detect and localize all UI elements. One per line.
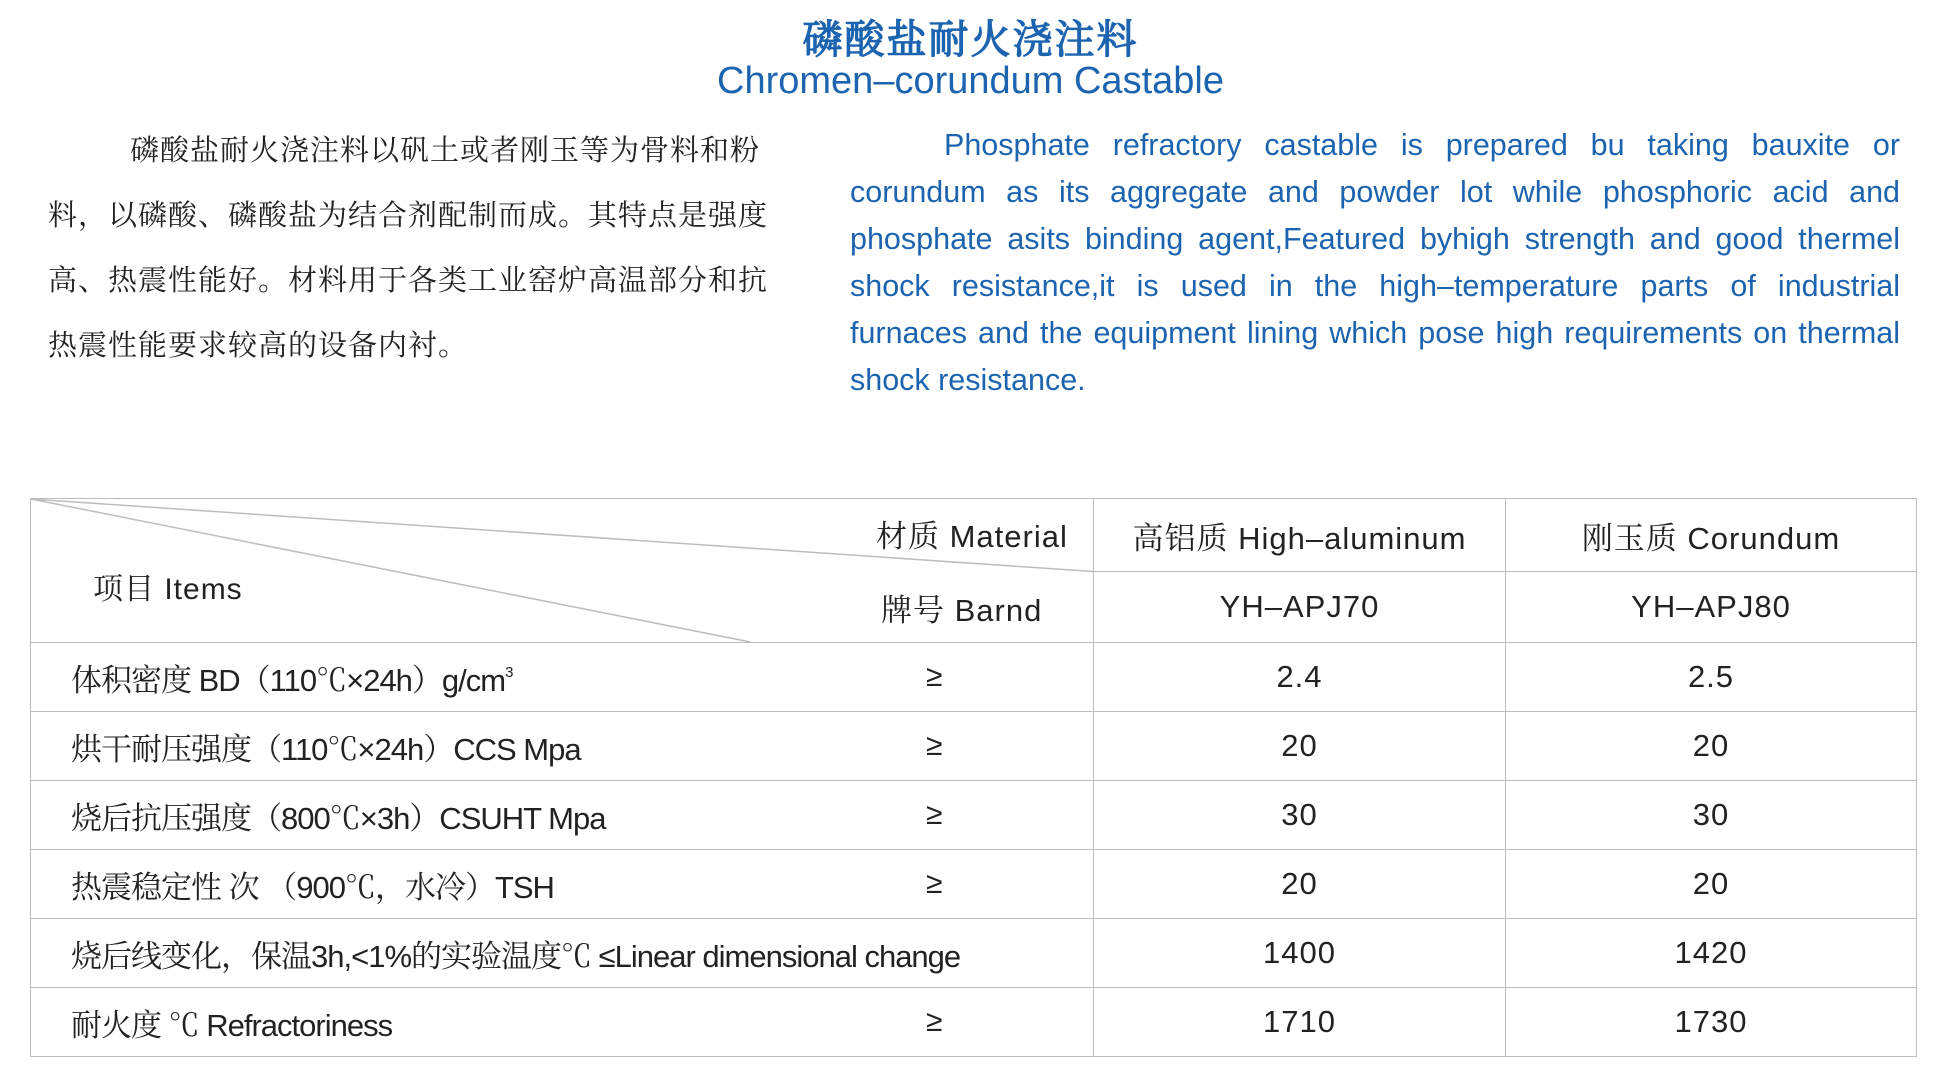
comparison-symbol: ≥ xyxy=(926,660,942,693)
comparison-symbol: ≥ xyxy=(926,798,942,831)
table-row xyxy=(31,643,1917,712)
value-high-aluminum: 20 xyxy=(1094,850,1506,919)
comparison-symbol: ≥ xyxy=(926,1005,942,1038)
value-high-aluminum: 1710 xyxy=(1094,988,1506,1057)
header-material-corundum: 刚玉质 Corundum xyxy=(1506,499,1917,572)
comparison-symbol: ≥ xyxy=(926,729,942,762)
header-brand-apj80: YH–APJ80 xyxy=(1506,572,1917,643)
row-label-cell xyxy=(31,850,1094,919)
value-corundum: 20 xyxy=(1506,850,1917,919)
row-label-cell xyxy=(31,919,1094,988)
header-items-label: 项目 Items xyxy=(93,573,243,606)
row-label-cell xyxy=(31,643,1094,712)
row-label-cell xyxy=(31,712,1094,781)
spec-table xyxy=(30,498,1917,1057)
page-title-en: Chromen–corundum Castable xyxy=(717,60,1224,102)
value-corundum: 30 xyxy=(1506,781,1917,850)
table-row xyxy=(31,919,1917,988)
row-label-cell xyxy=(31,781,1094,850)
value-corundum: 20 xyxy=(1506,712,1917,781)
intro-paragraph-cn: 磷酸盐耐火浇注料以矾土或者刚玉等为骨料和粉料，以磷酸、磷酸盐为结合剂配制而成。其特点是强度高、热震性能好。材料用于各类工业窑炉高温部分和抗热震性能要求较高的设备内衬。 xyxy=(48,133,769,362)
table-row xyxy=(31,781,1917,850)
table-row xyxy=(31,712,1917,781)
value-high-aluminum: 20 xyxy=(1094,712,1506,781)
header-corner-cell xyxy=(31,499,1094,643)
header-material-label: 材质 Material xyxy=(876,519,1068,554)
intro-paragraph-en: Phosphate refractory castable is prepared bu taking bauxite or corundum as its aggregate and powder lot while phosphoric acid and phosphate asits binding agent,Featured byhigh strength and good thermel shock resistance,it is used in the high–temperature parts of industrial furnaces and the equipment lining which pose high requirements on thermal shock resistance. xyxy=(850,128,1900,397)
comparison-symbol: ≥ xyxy=(926,867,942,900)
header-brand-apj70: YH–APJ70 xyxy=(1094,572,1506,643)
value-high-aluminum: 1400 xyxy=(1094,919,1506,988)
value-corundum: 1420 xyxy=(1506,919,1917,988)
value-high-aluminum: 2.4 xyxy=(1094,643,1506,712)
row-label: 耐火度 ℃ Refractoriness xyxy=(71,1007,393,1043)
header-brand-label: 牌号 Barnd xyxy=(881,593,1043,628)
value-corundum: 1730 xyxy=(1506,988,1917,1057)
row-label-cell xyxy=(31,988,1094,1057)
value-corundum: 2.5 xyxy=(1506,643,1917,712)
header-material-high-aluminum: 高铝质 High–aluminum xyxy=(1094,499,1506,572)
table-header-row xyxy=(31,499,1917,572)
row-label: 体积密度 BD（110℃×24h）g/cm xyxy=(71,662,506,698)
row-label: 热震稳定性 次 （900℃，水冷）TSH xyxy=(71,869,554,905)
row-label: 烧后抗压强度（800℃×3h）CSUHT Mpa xyxy=(71,800,606,836)
table-row xyxy=(31,850,1917,919)
value-high-aluminum: 30 xyxy=(1094,781,1506,850)
row-label-superscript: 3 xyxy=(505,663,513,681)
row-label: 烧后线变化，保温3h,<1%的实验温度℃ ≤Linear dimensional change xyxy=(71,938,961,974)
table-row xyxy=(31,988,1917,1057)
row-label: 烘干耐压强度（110℃×24h）CCS Mpa xyxy=(71,731,581,767)
page-title-cn: 磷酸盐耐火浇注料 xyxy=(802,17,1139,63)
